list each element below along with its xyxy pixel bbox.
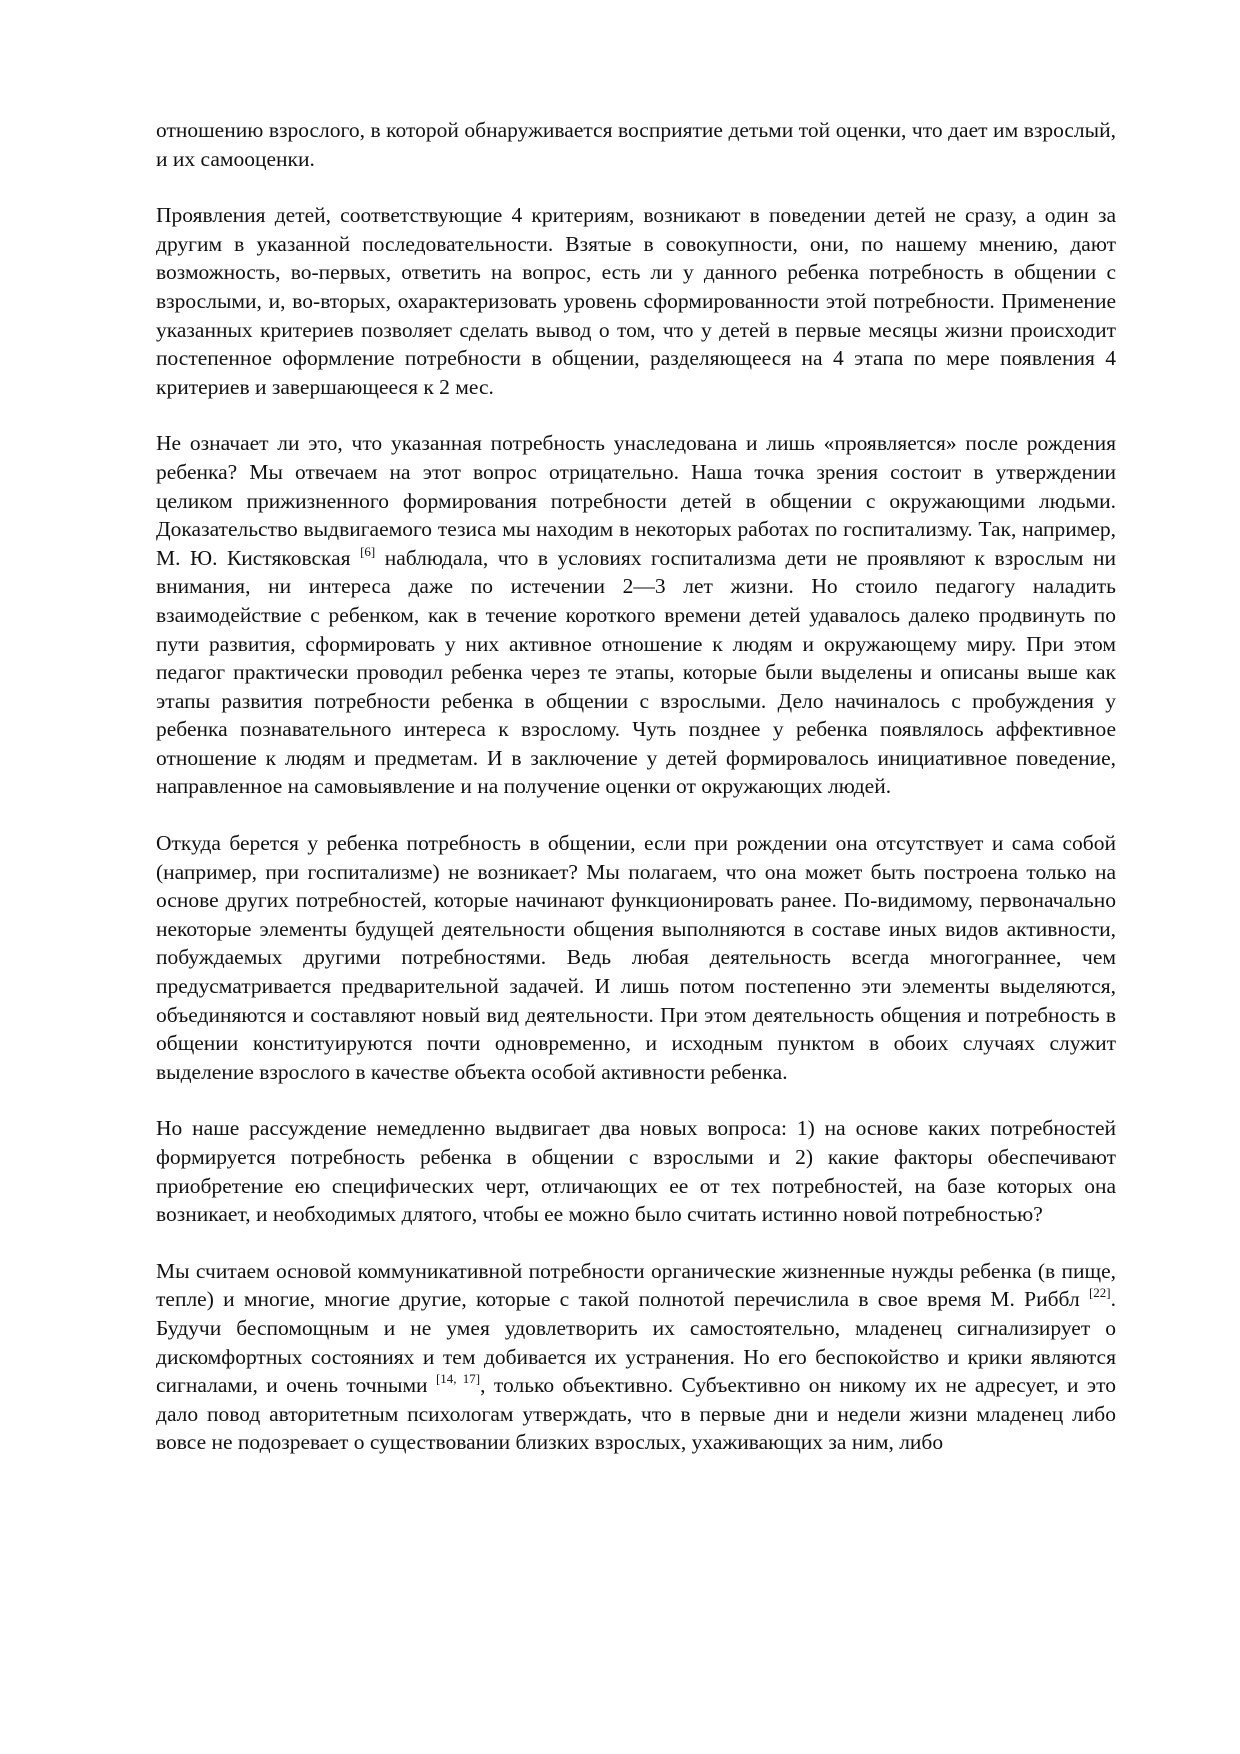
paragraph-text: , только объективно. Субъективно он никому их не адресует, и это дало повод авторитетным психологам утверждать, что в первые дни и недели жизни младенец либо вовсе не подозревает о существовании близких взрослых, ухаживающих за ним, либо — [156, 1373, 1116, 1455]
paragraph — [156, 829, 1116, 1086]
paragraph-text: Откуда берется у ребенка потребность в общении, если при рождении она отсутствует и сама собой (например, при госпитализме) не возникает? Мы полагаем, что она может быть построена только на основе других потребностей, которые начинают функционировать ранее. По-видимому, первоначально некоторые элементы будущей деятельности общения выполняются в составе иных видов активности, побуждаемых другими потребностями. Ведь любая деятельность всегда многограннее, чем предусматривается предварительной задачей. И лишь потом постепенно эти элементы выделяются, объединяются и составляют новый вид деятельности. При этом деятельность общения и потребность в общении конституируются почти одновременно, и исходным пунктом в обоих случаях служит выделение взрослого в качестве объекта особой активности ребенка. — [156, 831, 1116, 1084]
paragraph-text: наблюдала, что в условиях госпитализма дети не проявляют к взрослым ни внимания, ни интереса даже по истечении 2—3 лет жизни. Но стоило педагогу наладить взаимодействие с ребенком, как в течение короткого времени детей удавалось далеко продвинуть по пути развития, сформировать у них активное отношение к людям и окружающему миру. При этом педагог практически проводил ребенка через те этапы, которые были выделены и описаны выше как этапы развития потребности ребенка в общении с взрослыми. Дело начиналось с пробуждения у ребенка познавательного интереса к взрослому. Чуть позднее у ребенка появлялось аффективное отношение к людям и предметам. И в заключение у детей формировалось инициативное поведение, направленное на самовыявление и на получение оценки от окружающих людей. — [156, 545, 1116, 799]
paragraph-text: . Будучи беспомощным и не умея удовлетворить их самостоятельно, младенец сигнализирует о дискомфортных состояниях и тем добивается их устранения. Но его беспокойство и крики являются сигналами, и очень точными — [156, 1287, 1116, 1398]
document-page — [156, 116, 1116, 1485]
paragraph-text: Проявления детей, соответствующие 4 критериям, возникают в поведении детей не сразу, а один за другим в указанной последовательности. Взятые в совокупности, они, по нашему мнению, дают возможность, во-первых, ответить на вопрос, есть ли у данного ребенка потребность в общении с взрослыми, и, во-вторых, охарактеризовать уровень сформированности этой потребности. Применение указанных критериев позволяет сделать вывод о том, что у детей в первые месяцы жизни происходит постепенное оформление потребности в общении, разделяющееся на 4 этапа по мере появления 4 критериев и завершающееся к 2 мес. — [156, 203, 1116, 399]
paragraph-text: Мы считаем основой коммуникативной потребности органические жизненные нужды ребенка (в пище, тепле) и многие, многие другие, которые с такой полнотой перечислила в свое время М. Риббл — [156, 1258, 1116, 1312]
paragraph — [156, 116, 1116, 173]
paragraph — [156, 1257, 1116, 1457]
paragraph-text: Но наше рассуждение немедленно выдвигает два новых вопроса: 1) на основе каких потребностей формируется потребность ребенка в общении с взрослыми и 2) какие факторы обеспечивают приобретение ею специфических черт, отличающих ее от тех потребностей, на базе которых она возникает, и необходимых длятого, чтобы ее можно было считать истинно новой потребностью? — [156, 1116, 1116, 1227]
citation-reference: [14, 17] — [435, 1371, 481, 1386]
paragraph-text: Не означает ли это, что указанная потребность унаследована и лишь «проявляется» после рождения ребенка? Мы отвечаем на этот вопрос отрицательно. Наша точка зрения состоит в утверждении целиком прижизненного формирования потребности детей в общении с окружающими людьми. Доказательство выдвигаемого тезиса мы находим в некоторых работах по госпитализму. Так, например, М. Ю. Кистяковская — [156, 431, 1116, 570]
paragraph — [156, 429, 1116, 801]
citation-reference: [6] — [360, 543, 376, 559]
paragraph — [156, 201, 1116, 401]
paragraph-text: отношению взрослого, в которой обнаруживается восприятие детьми той оценки, что дает им взрослый, и их самооценки. — [156, 118, 1116, 171]
citation-reference: [22] — [1088, 1285, 1111, 1301]
paragraph — [156, 1114, 1116, 1228]
